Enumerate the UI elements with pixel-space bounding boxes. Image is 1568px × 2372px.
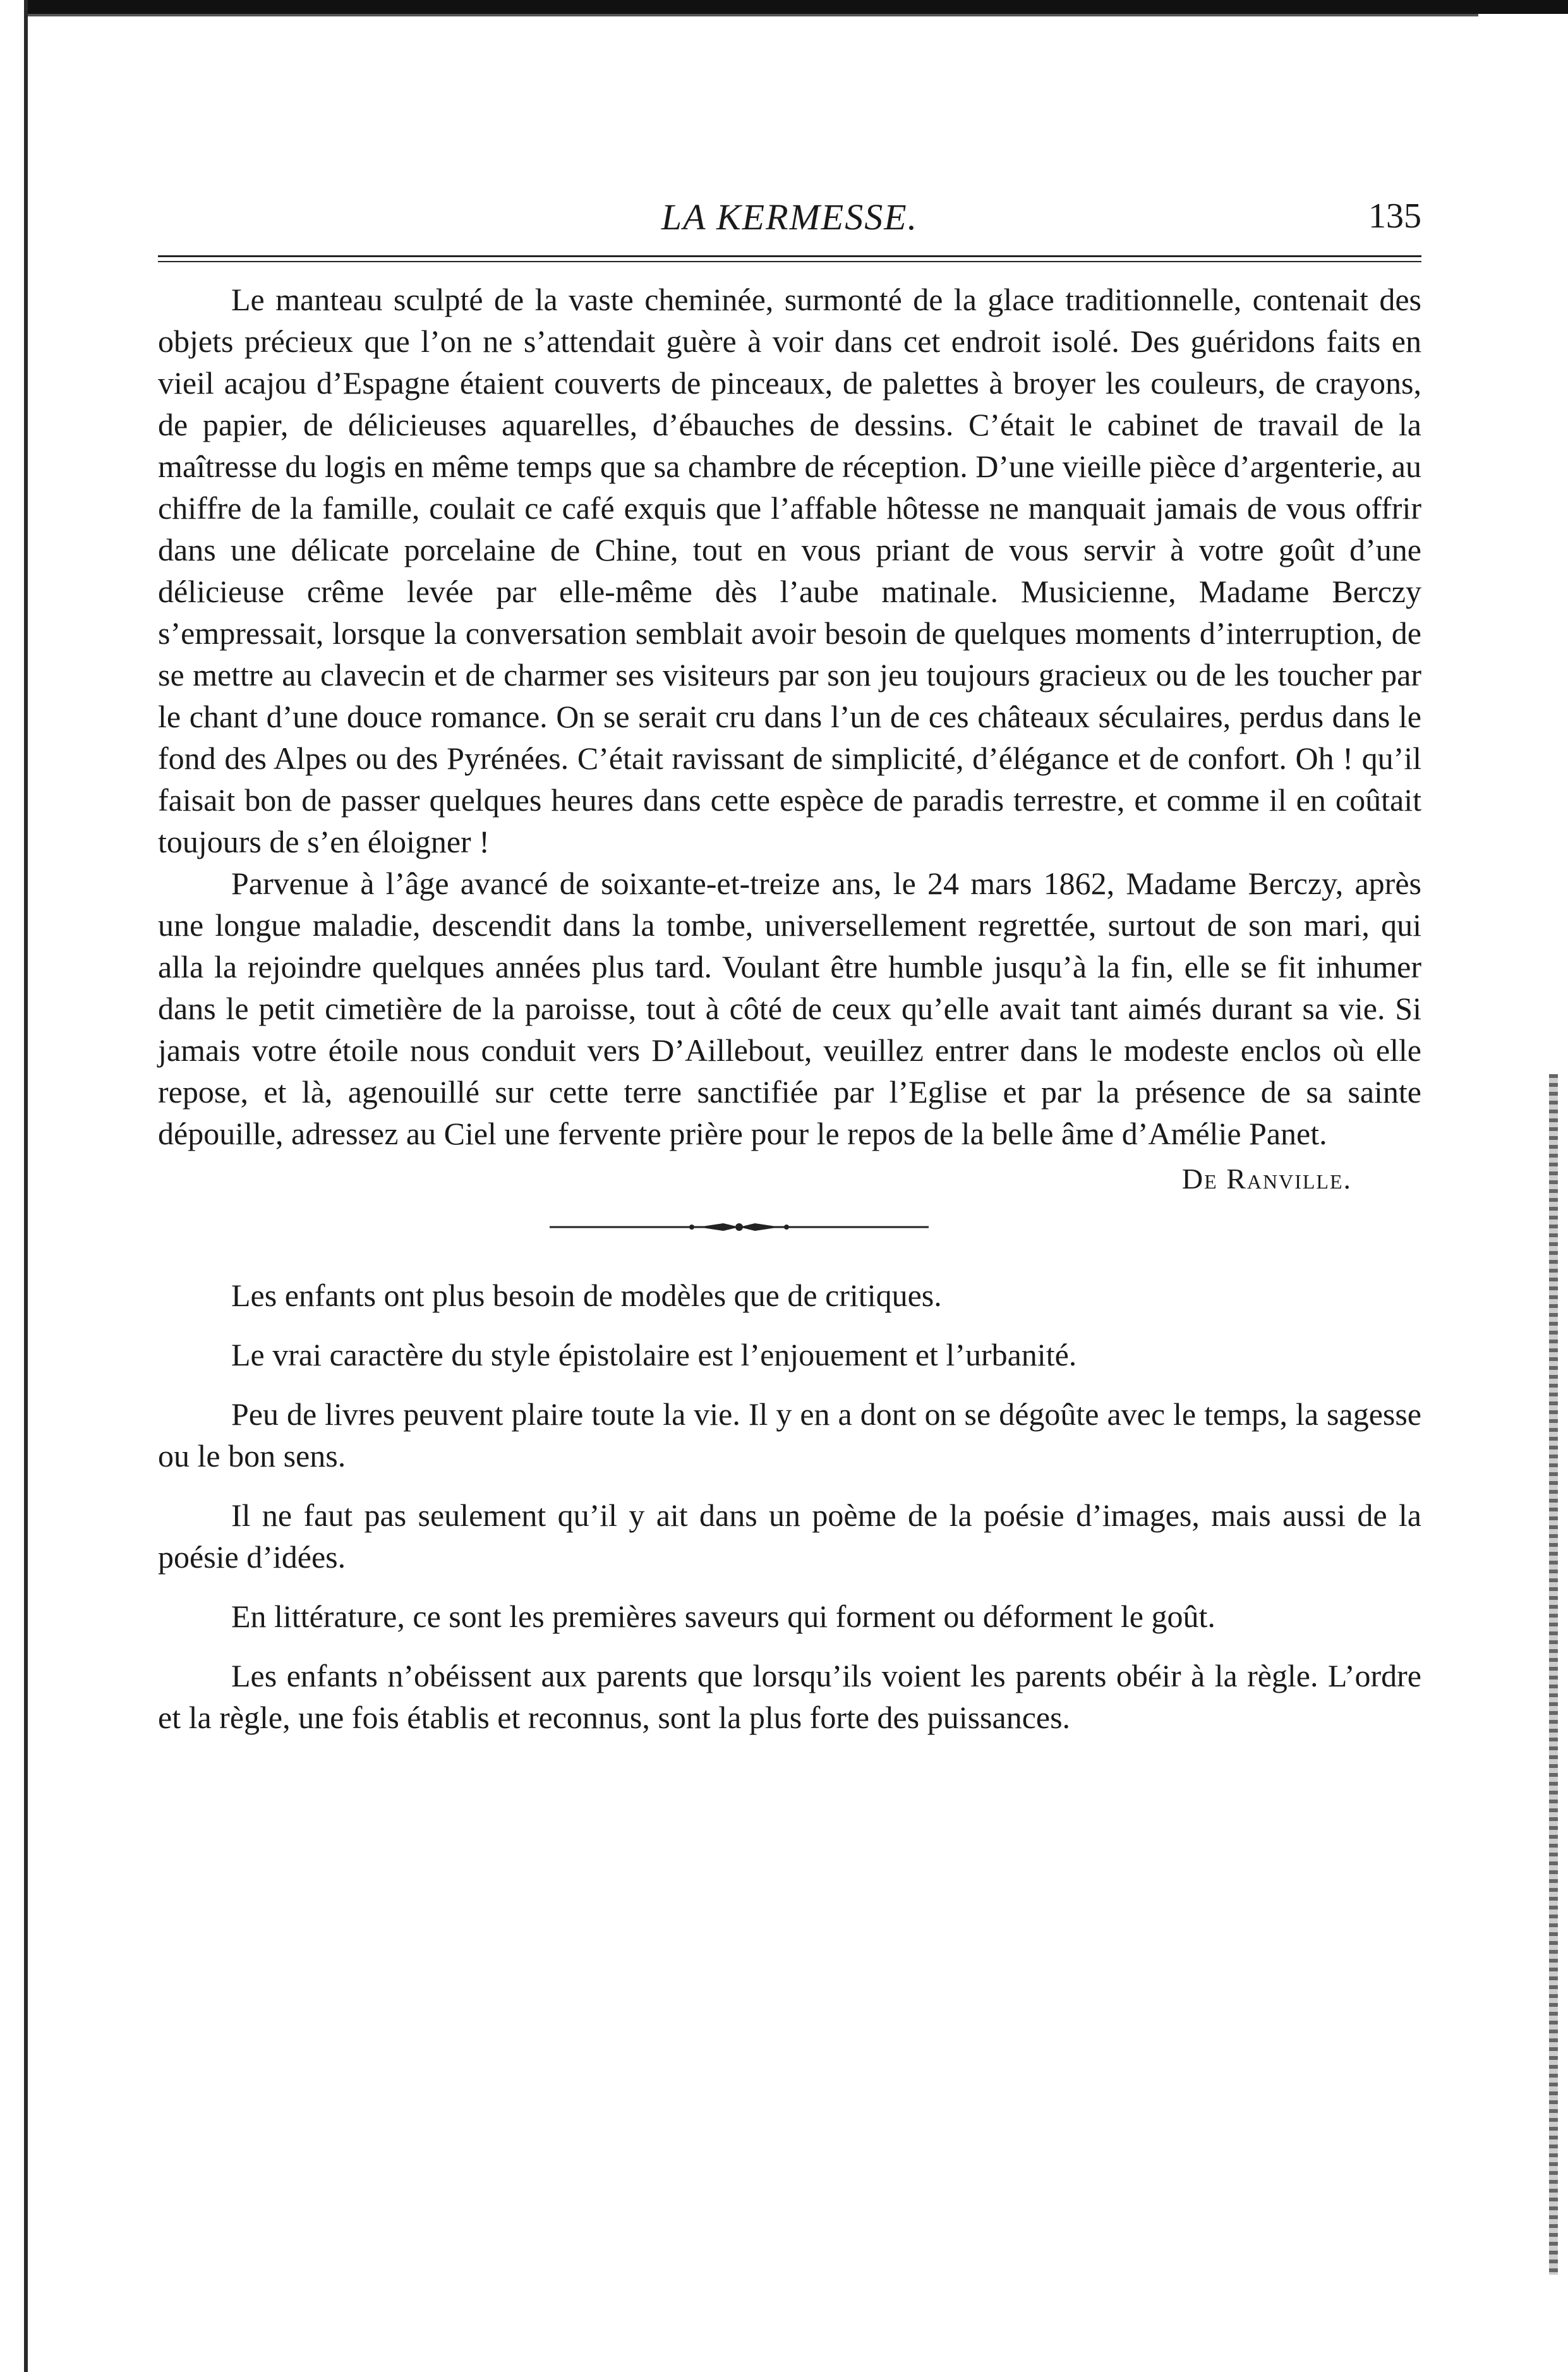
running-title: LA KERMESSE. xyxy=(661,197,919,238)
ornament-divider xyxy=(550,1214,929,1240)
maxim: Le vrai caractère du style épistolaire est l’enjouement et l’urbanité. xyxy=(231,1337,1077,1372)
header-rule xyxy=(158,255,1421,262)
maxim: Il ne faut pas seulement qu’il y ait dans un poème de la poésie d’images, mais aussi de la poésie d’idées. xyxy=(158,1498,1421,1575)
scan-top-border xyxy=(25,0,1568,14)
article-body xyxy=(158,279,1421,1154)
article-paragraph: Parvenue à l’âge avancé de soixante-et-treize ans, le 24 mars 1862, Madame Berczy, après une longue maladie, descendit dans la tombe, universellement regrettée, surtout de son mari, qui alla la rejoindre quelques années plus tard. Voulant être humble jusqu’à la fin, elle se fit inhumer dans le petit cimetière de la paroisse, tout à côté de ceux qu’elle avait tant aimés durant sa vie. Si jamais votre étoile nous conduit vers D’Aillebout, veuillez entrer dans le modeste enclos où elle repose, et là, agenouillé sur cette terre sanctifiée par l’Eglise et par la présence de sa sainte dépouille, adressez au Ciel une fervente prière pour le repos de la belle âme d’Amélie Panet. xyxy=(158,866,1421,1151)
book-page xyxy=(158,190,1421,1756)
maxim: Les enfants n’obéissent aux parents que lorsqu’ils voient les parents obéir à la règle. L’ordre et la règle, une fois établis et reconnus, sont la plus forte des puissances. xyxy=(158,1658,1421,1735)
article-paragraph: Le manteau sculpté de la vaste cheminée, surmonté de la glace traditionnelle, contenait des objets précieux que l’on ne s’attendait guère à voir dans cet endroit isolé. Des guéridons faits en vieil acajou d’Espagne étaient couverts de pinceaux, de palettes à broyer les couleurs, de crayons, de papier, de délicieuses aquarelles, d’ébauches de dessins. C’était le cabinet de travail de la maîtresse du logis en même temps que sa chambre de réception. D’une vieille pièce d’argenterie, au chiffre de la famille, coulait ce café exquis que l’affable hôtesse ne manquait jamais de vous offrir dans une délicate porcelaine de Chine, tout en vous priant de vous servir à votre goût d’une délicieuse crême levée par elle-même dès l’aube matinale. Musicienne, Madame Berczy s’empressait, lorsque la conversation semblait avoir besoin de quelques moments d’interruption, de se mettre au clavecin et de charmer ses visiteurs par son jeu toujours gracieux ou de les toucher par le chant d’une douce romance. On se serait cru dans l’un de ces châteaux séculaires, perdus dans le fond des Alpes ou des Pyrénées. C’était ravissant de simplicité, d’élégance et de confort. Oh ! qu’il faisait bon de passer quelques heures dans cette espèce de paradis terrestre, et comme il en coûtait toujours de s’en éloigner ! xyxy=(158,282,1421,859)
maxim: Peu de livres peuvent plaire toute la vie. Il y en a dont on se dégoûte avec le temps, la sagesse ou le bon sens. xyxy=(158,1396,1421,1473)
page-number: 135 xyxy=(1368,197,1421,236)
author-signature: De Ranville. xyxy=(1181,1163,1352,1195)
maxim: Les enfants ont plus besoin de modèles que de critiques. xyxy=(231,1278,942,1313)
page-header xyxy=(158,190,1421,253)
maxim: En littérature, ce sont les premières saveurs qui forment ou déforment le goût. xyxy=(231,1599,1215,1634)
scan-top-border-thin xyxy=(25,14,1478,16)
maxims-section xyxy=(158,1274,1421,1738)
scan-left-edge xyxy=(24,0,28,2372)
scan-right-edge xyxy=(1549,1074,1558,2275)
